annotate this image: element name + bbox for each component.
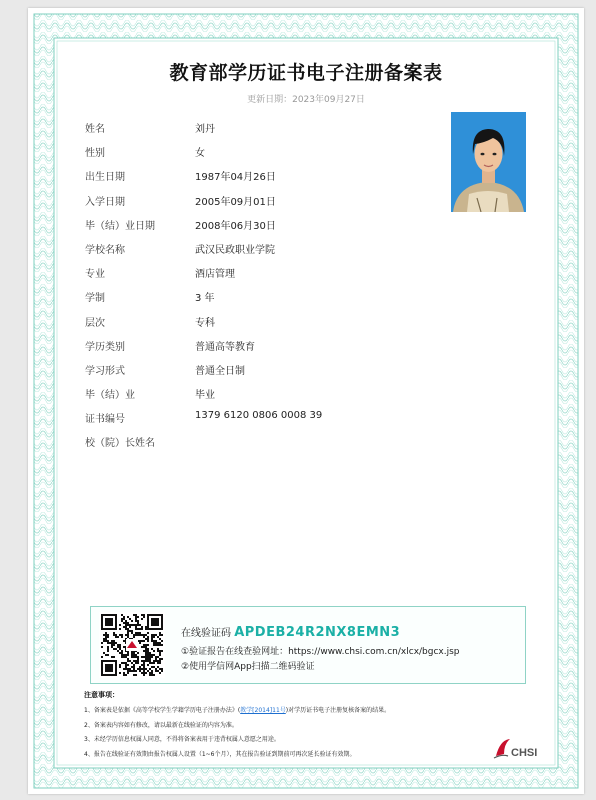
updated-date: 更新日期：2023年09月27日 [247,95,365,105]
field-label: 姓名 [85,124,105,135]
field-value: 刘丹 [195,124,215,135]
field-label: 入学日期 [85,196,125,208]
field-label: 出生日期 [85,172,125,184]
field-label: 学制 [85,293,105,305]
verification-app-text: ②使用学信网App扫描二维码验证 [181,662,315,672]
chsi-logo [492,736,542,760]
field-value: 普通全日制 [195,365,245,377]
note-text: 4、报告在线验证有效期由报告权属人设置（1~6个月），其在报告验证到期前可再次延长验证有效期。 [84,750,356,758]
note-text: 2、备案表内容如有修改，请以最新在线验证的内容为准。 [84,721,238,729]
field-value: 毕业 [195,390,215,402]
verification-code: APDEB24R2NX8EMN3 [234,625,401,640]
field-label: 学历类别 [85,341,125,353]
field-value: 酒店管理 [195,269,235,281]
field-label: 校（院）长姓名 [85,438,155,450]
field-value: 1987年04月26日 [195,172,276,184]
note-text: 1、备案表是依据《高等学校学生学籍学历电子注册办法》( [84,707,241,714]
qr-code [99,612,165,678]
verification-code-prefix: 在线验证码 [181,628,231,639]
note-item [84,720,524,735]
field-value: 2008年06月30日 [195,220,276,232]
field-label: 毕（结）业日期 [85,220,155,232]
field-value: 3 年 [195,293,215,305]
note-text: 3、未经学历信息权属人同意，不得将备案表用于违背权属人意愿之用途。 [84,736,280,743]
note-item [84,705,524,720]
field-value: 1379 6120 0806 0008 39 [195,410,323,422]
notes-section [84,690,524,763]
regulation-link[interactable]: 教学[2014]11号 [240,707,286,714]
verification-url-text: ①验证报告在线查验网址：https://www.chsi.com.cn/xlcx/bgcx.jsp [181,647,460,657]
field-label: 学习形式 [85,365,125,377]
record-sheet [28,8,584,794]
field-label: 层次 [85,317,105,329]
field-label: 证书编号 [85,414,125,426]
field-value: 专科 [195,317,215,329]
field-value: 2005年09月01日 [195,196,276,208]
logo-text: CHSI [511,747,538,759]
note-item [84,749,524,764]
field-value: 女 [195,148,205,160]
field-label: 专业 [85,269,105,281]
student-photo [451,112,526,212]
verification-code-line [181,624,400,640]
field-label: 性别 [85,148,105,160]
field-label: 学校名称 [85,244,125,256]
note-text: )对学历证书电子注册复核备案的结果。 [285,707,391,714]
field-value: 武汉民政职业学院 [195,244,275,256]
field-value: 普通高等教育 [195,341,255,353]
field-label: 毕（结）业 [85,390,135,402]
document-title: 教育部学历证书电子注册备案表 [169,62,443,84]
note-item [84,734,524,749]
notes-title: 注意事项： [84,691,119,699]
online-verification-box [90,606,526,684]
